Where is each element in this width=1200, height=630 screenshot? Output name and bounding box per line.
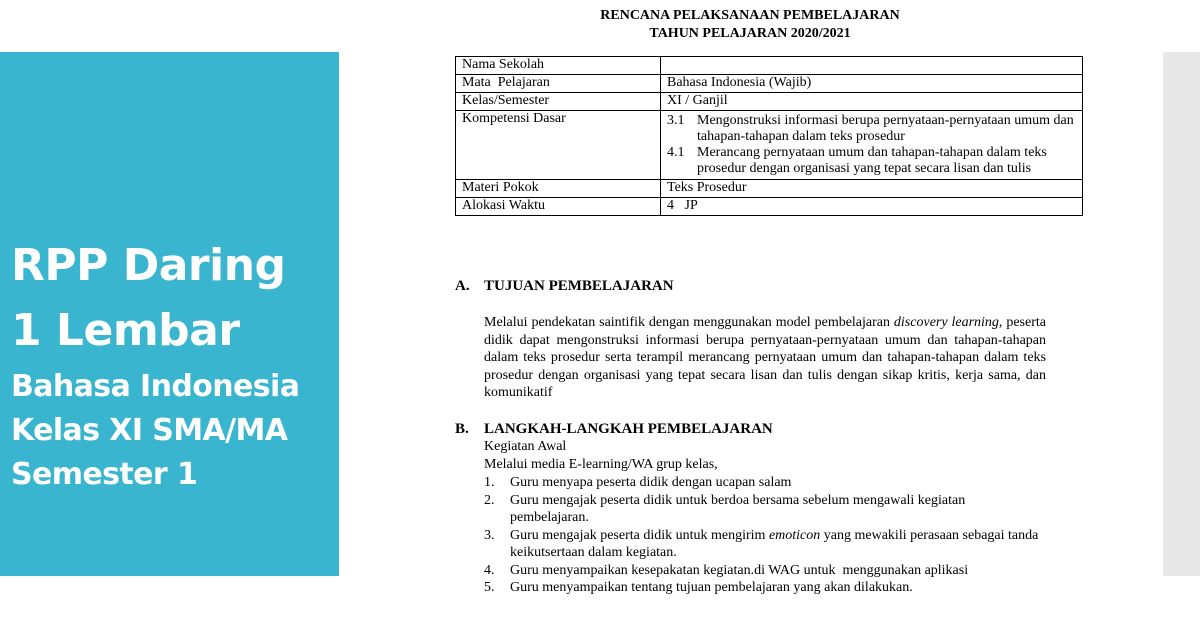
activity-intro: Melalui media E-learning/WA grup kelas, bbox=[484, 457, 718, 472]
banner-subject: Bahasa Indonesia bbox=[11, 369, 300, 404]
table-value: XI / Ganjil bbox=[661, 93, 1083, 111]
step-text-emphasis: emoticon bbox=[768, 527, 821, 543]
competency-number: 3.1 bbox=[667, 113, 685, 128]
section-b-heading bbox=[455, 420, 773, 438]
paragraph-text: Melalui pendekatan saintifik dengan menggunakan model pembelajaran bbox=[484, 315, 894, 330]
list-item bbox=[484, 474, 1044, 492]
table-row bbox=[456, 180, 1083, 198]
table-value: 4 JP bbox=[661, 198, 1083, 216]
step-text: Guru menyampaikan tentang tujuan pembelajaran yang akan dilakukan. bbox=[510, 580, 913, 595]
list-item bbox=[484, 527, 1044, 562]
steps-list bbox=[484, 474, 1044, 597]
table-label: Kelas/Semester bbox=[456, 93, 661, 111]
section-a-heading bbox=[455, 277, 674, 295]
paragraph-emphasis: discovery learning, bbox=[893, 315, 1003, 330]
step-number: 2. bbox=[484, 492, 495, 508]
table-label: Alokasi Waktu bbox=[456, 198, 661, 216]
banner-title-line-1: RPP Daring bbox=[11, 240, 286, 291]
step-text: Guru mengajak peserta didik untuk berdoa bersama sebelum mengawali kegiatan pembelajaran. bbox=[510, 492, 966, 525]
competency-text: Mengonstruksi informasi berupa pernyataan-pernyataan umum dan tahapan-tahapan dalam teks prosedur bbox=[697, 113, 1074, 144]
objective-paragraph bbox=[484, 314, 1046, 402]
competency-item bbox=[667, 145, 1076, 177]
table-value bbox=[661, 57, 1083, 75]
step-number: 5. bbox=[484, 580, 495, 595]
step-text-part: Guru mengajak peserta didik untuk mengirim bbox=[510, 527, 769, 543]
table-label: Nama Sekolah bbox=[456, 57, 661, 75]
document-year: TAHUN PELAJARAN 2020/2021 bbox=[649, 26, 851, 41]
banner-title-line-2: 1 Lembar bbox=[11, 305, 240, 356]
table-row bbox=[456, 75, 1083, 93]
list-item bbox=[484, 579, 1044, 597]
list-item bbox=[484, 562, 1044, 580]
step-text: Guru menyapa peserta didik dengan ucapan salam bbox=[510, 475, 792, 490]
competency-item bbox=[667, 113, 1076, 145]
step-number: 1. bbox=[484, 475, 495, 490]
document-title: RENCANA PELAKSANAAN PEMBELAJARAN bbox=[600, 8, 900, 23]
competency-list bbox=[661, 111, 1083, 180]
section-letter: B. bbox=[455, 421, 469, 437]
competency-text: Merancang pernyataan umum dan tahapan-tahapan dalam teks prosedur dengan organisasi yang tepat secara lisan dan tulis bbox=[697, 145, 1047, 176]
activity-subheading: Kegiatan Awal bbox=[484, 439, 567, 454]
table-row bbox=[456, 198, 1083, 216]
section-title: LANGKAH-LANGKAH PEMBELAJARAN bbox=[484, 421, 773, 437]
step-text bbox=[510, 527, 1044, 562]
table-row bbox=[456, 57, 1083, 75]
info-table bbox=[455, 56, 1083, 216]
table-value: Teks Prosedur bbox=[661, 180, 1083, 198]
list-item bbox=[484, 492, 1044, 527]
right-side-strip bbox=[1163, 52, 1200, 576]
competency-number: 4.1 bbox=[667, 145, 685, 160]
table-label: Materi Pokok bbox=[456, 180, 661, 198]
banner-semester: Semester 1 bbox=[11, 457, 198, 492]
step-number: 4. bbox=[484, 562, 495, 578]
table-row bbox=[456, 93, 1083, 111]
banner-class: Kelas XI SMA/MA bbox=[11, 413, 288, 448]
step-text-part: yang mewakili perasaan sebagai tanda keikutsertaan dalam kegiatan. bbox=[510, 527, 1039, 560]
step-number: 3. bbox=[484, 527, 495, 543]
step-text: Guru menyampaikan kesepakatan kegiatan.di WAG untuk menggunakan aplikasi bbox=[510, 562, 969, 578]
section-letter: A. bbox=[455, 278, 470, 294]
section-title: TUJUAN PEMBELAJARAN bbox=[484, 278, 674, 294]
title-banner bbox=[0, 52, 339, 576]
table-label: Mata Pelajaran bbox=[456, 75, 661, 93]
table-label: Kompetensi Dasar bbox=[456, 111, 661, 180]
table-row bbox=[456, 111, 1083, 180]
table-value: Bahasa Indonesia (Wajib) bbox=[661, 75, 1083, 93]
paragraph-text: peserta didik dapat mengonstruksi informasi berupa pernyataan-pernyataan umum dan tahapan-tahapan dalam teks prosedur serta terampil merancang pernyataan umum dan tahapan-tahapan dalam teks prosedur dengan organisasi yang tepat secara lisan dan tulis dengan sikap kritis, kerja sama, dan komunikatif bbox=[484, 315, 1046, 400]
